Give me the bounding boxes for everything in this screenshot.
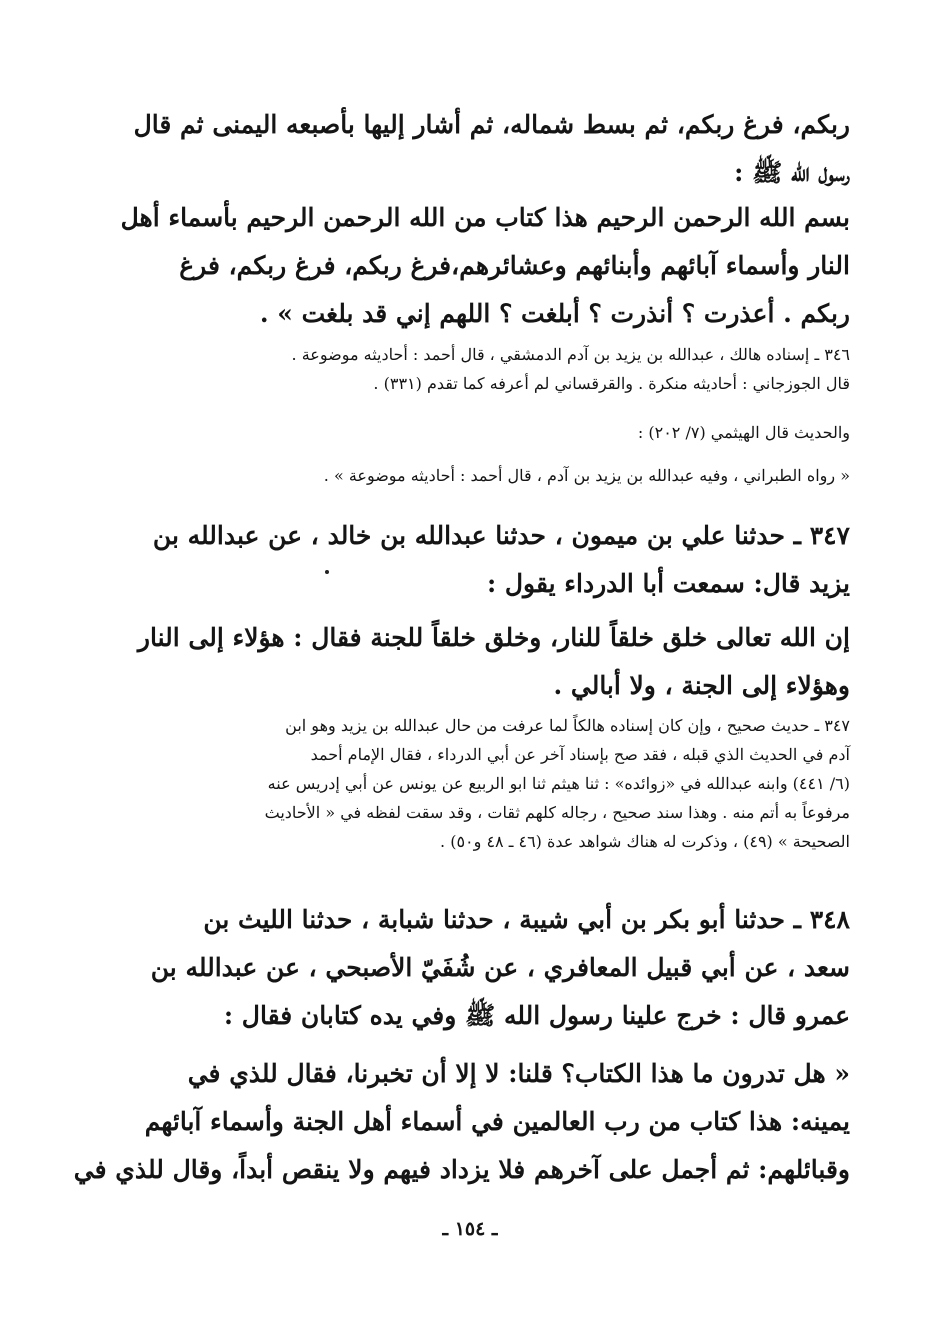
text-line: يمينه: هذا كتاب من رب العالمين في أسماء أهل الجنة وأسماء آبائهم	[144, 1107, 850, 1136]
text-line: قال الجوزجاني : أحاديثه منكرة . والقرقساني لم أعرفه كما تقدم (٣٣١) .	[373, 374, 850, 393]
footnote-347	[160, 711, 850, 856]
ink-speck	[325, 570, 329, 574]
text-line: (٦/ ٤٤١) وابنه عبدالله في «زوائده» : ثنا هيثم ثنا ابو الربيع عن يونس عن أبي إدريس عنه	[267, 774, 850, 793]
text-line: والحديث قال الهيثمي (٧/ ٢٠٢) :	[637, 423, 850, 442]
text-line: ربكم . أعذرت ؟ أنذرت ؟ أبلغت ؟ اللهم إني قد بلغت » .	[259, 299, 850, 328]
hadith-348-isnad	[150, 896, 850, 1040]
text-line: النار وأسماء آبائهم وأبنائهم وعشائرهم،فرغ ربكم، فرغ ربكم، فرغ	[179, 251, 850, 280]
text-line: سعد ، عن أبي قبيل المعافري ، عن شُفَيّ الأصبحي ، عن عبدالله بن	[150, 953, 850, 982]
text-line: ٣٤٧ ـ حدثنا علي بن ميمون ، حدثنا عبدالله بن خالد ، عن عبدالله بن	[152, 521, 850, 550]
text-line: وهؤلاء إلى الجنة ، ولا أبالي .	[553, 671, 850, 700]
text-line: آدم في الحديث الذي قبله ، فقد صح بإسناد آخر عن أبي الدرداء ، فقال الإمام أحمد	[310, 745, 850, 764]
main-text-continuation	[133, 101, 850, 197]
text-line: ٣٤٧ ـ حديث صحيح ، وإن كان إسناده هالكاً لما عرفت من حال عبدالله بن يزيد وهو ابن	[285, 716, 850, 735]
text-line: يزيد قال: سمعت أبا الدرداء يقول :	[486, 569, 850, 598]
text-line: ربكم، فرغ ربكم، ثم بسط شماله، ثم أشار إليها بأصبعه اليمنى ثم قال	[133, 110, 850, 139]
text-line: « رواه الطبراني ، وفيه عبدالله بن يزيد بن آدم ، قال أحمد : أحاديثه موضوعة » .	[323, 466, 850, 485]
text-line: مرفوعاً به أتم منه . وهذا سند صحيح ، رجاله كلهم ثقات ، وقد سقت لفظه في « الأحاديث	[264, 803, 850, 822]
text-line: « هل تدرون ما هذا الكتاب؟ قلنا: لا إلا أن تخبرنا، فقال للذي في	[187, 1059, 850, 1088]
footnote-346	[160, 340, 850, 398]
footnote-346-haythami	[160, 418, 850, 447]
text-line: بسم الله الرحمن الرحيم هذا كتاب من الله الرحمن الرحيم بأسماء أهل	[120, 203, 850, 232]
hadith-348-text	[73, 1050, 850, 1194]
text-line: الصحيحة » (٤٩) ، وذكرت له هناك شواهد عدة (٤٦ ـ ٤٨ و٥٠) .	[440, 832, 850, 851]
text-line: ٣٤٨ ـ حدثنا أبو بكر بن أبي شيبة ، حدثنا شبابة ، حدثنا الليث بن	[203, 905, 850, 934]
text-line: عمرو قال : خرج علينا رسول الله ﷺ وفي يده كتابان فقال :	[223, 1001, 850, 1030]
text-line: وقبائلهم: ثم أجمل على آخرهم فلا يزداد فيهم ولا ينقص أبداً، وقال للذي في	[73, 1155, 850, 1184]
hadith-347-isnad	[152, 512, 850, 608]
text-line: ٣٤٦ ـ إسناده هالك ، عبدالله بن يزيد بن آدم الدمشقي ، قال أحمد : أحاديثه موضوعة .	[291, 345, 850, 364]
page-number: ـ ١٥٤ ـ	[442, 1218, 498, 1240]
footnote-346-quote	[160, 461, 850, 490]
text-line: إن الله تعالى خلق خلقاً للنار، وخلق خلقاً للجنة فقال : هؤلاء إلى النار	[137, 623, 850, 652]
text-line: رسول الله ﷺ :	[734, 158, 850, 187]
hadith-346-text	[120, 194, 850, 338]
hadith-347-text	[137, 614, 850, 710]
